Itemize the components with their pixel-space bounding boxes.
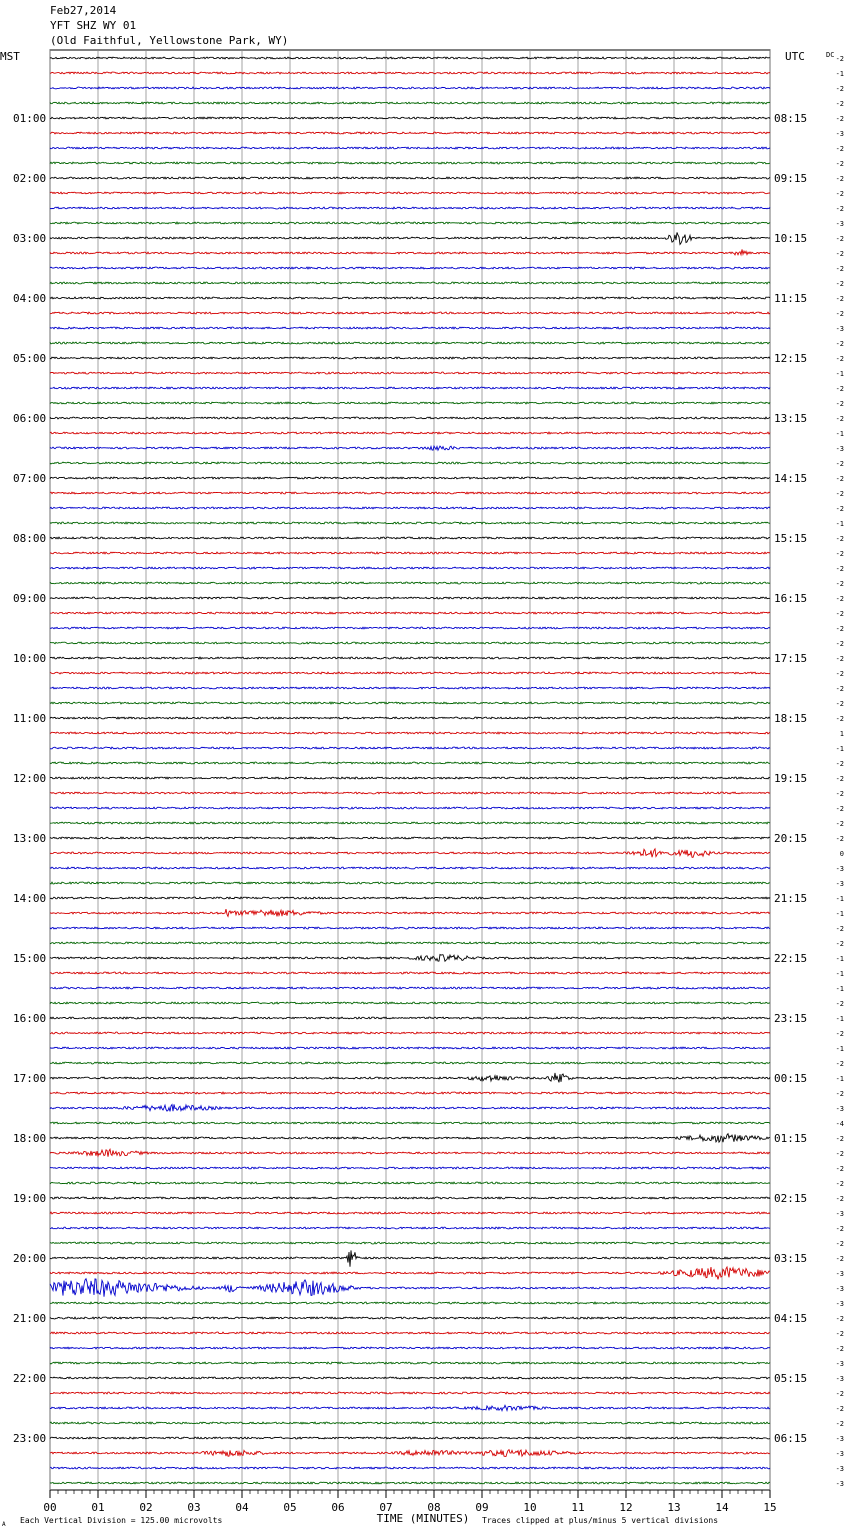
seismic-trace bbox=[50, 567, 770, 569]
utc-hour-label: 16:15 bbox=[774, 592, 808, 605]
dc-offset-label: -2 bbox=[835, 295, 844, 303]
utc-hour-label: 00:15 bbox=[774, 1072, 808, 1085]
dc-offset-label: -2 bbox=[835, 1030, 844, 1038]
mst-hour-label: 14:00 bbox=[13, 892, 47, 905]
plot-date: Feb27,2014 bbox=[50, 4, 117, 17]
seismic-trace bbox=[50, 732, 770, 734]
mst-hour-label: 17:00 bbox=[13, 1072, 47, 1085]
axis-labels bbox=[0, 50, 844, 1528]
seismic-trace bbox=[50, 552, 770, 554]
seismic-trace bbox=[50, 627, 770, 629]
seismic-trace bbox=[50, 372, 770, 374]
seismic-trace bbox=[50, 462, 770, 464]
dc-offset-label: -2 bbox=[835, 1315, 844, 1323]
seismic-trace bbox=[50, 867, 770, 869]
dc-offset-label: -2 bbox=[835, 775, 844, 783]
x-tick-label: 01 bbox=[91, 1501, 105, 1514]
dc-offset-label: -2 bbox=[835, 55, 844, 63]
seismic-trace bbox=[50, 1149, 770, 1156]
mst-hour-label: 19:00 bbox=[13, 1192, 47, 1205]
seismic-trace bbox=[50, 417, 770, 419]
dc-offset-label: -2 bbox=[835, 1150, 844, 1158]
dc-offset-label: -2 bbox=[835, 655, 844, 663]
utc-hour-label: 14:15 bbox=[774, 472, 808, 485]
dc-offset-label: -2 bbox=[835, 1390, 844, 1398]
seismic-trace bbox=[50, 1167, 770, 1169]
seismic-trace bbox=[50, 1197, 770, 1199]
seismic-trace bbox=[50, 987, 770, 989]
x-tick-label: 07 bbox=[379, 1501, 393, 1514]
dc-offset-label: -2 bbox=[835, 820, 844, 828]
dc-offset-label: -1 bbox=[835, 955, 844, 963]
seismic-trace bbox=[50, 132, 770, 134]
dc-offset-label: -2 bbox=[835, 175, 844, 183]
dc-offset-label: -2 bbox=[835, 115, 844, 123]
dc-offset-label: -2 bbox=[835, 565, 844, 573]
dc-offset-label: -1 bbox=[835, 910, 844, 918]
seismic-trace bbox=[50, 357, 770, 359]
dc-offset-label: -3 bbox=[835, 1270, 844, 1278]
dc-offset-label: -2 bbox=[835, 340, 844, 348]
seismic-trace bbox=[50, 162, 770, 164]
utc-hour-label: 13:15 bbox=[774, 412, 808, 425]
clip-note: Traces clipped at plus/minus 5 vertical divisions bbox=[482, 1516, 719, 1525]
seismic-trace bbox=[50, 432, 770, 434]
dc-offset-label: -1 bbox=[835, 70, 844, 78]
seismic-trace bbox=[50, 477, 770, 479]
utc-hour-label: 11:15 bbox=[774, 292, 808, 305]
seismic-trace bbox=[50, 837, 770, 839]
dc-offset-label: -3 bbox=[835, 1285, 844, 1293]
seismic-trace bbox=[50, 492, 770, 494]
dc-offset-label: -3 bbox=[835, 130, 844, 138]
dc-offset-label: -2 bbox=[835, 715, 844, 723]
dc-offset-label: -3 bbox=[835, 1210, 844, 1218]
x-tick-label: 15 bbox=[763, 1501, 777, 1514]
dc-offset-label: -2 bbox=[835, 145, 844, 153]
x-tick-label: 02 bbox=[139, 1501, 153, 1514]
mst-hour-label: 23:00 bbox=[13, 1432, 47, 1445]
seismic-trace bbox=[50, 909, 770, 916]
seismic-trace bbox=[50, 942, 770, 944]
x-tick-label: 06 bbox=[331, 1501, 345, 1514]
seismic-trace bbox=[50, 657, 770, 659]
seismic-trace bbox=[50, 342, 770, 344]
mst-hour-label: 22:00 bbox=[13, 1372, 47, 1385]
seismic-trace bbox=[50, 582, 770, 584]
seismic-trace bbox=[50, 1267, 770, 1279]
station-location: (Old Faithful, Yellowstone Park, WY) bbox=[50, 34, 289, 47]
x-tick-label: 14 bbox=[715, 1501, 729, 1514]
seismic-trace bbox=[50, 327, 770, 329]
mst-hour-label: 18:00 bbox=[13, 1132, 47, 1145]
seismic-trace bbox=[50, 972, 770, 974]
station-code: YFT SHZ WY 01 bbox=[50, 19, 137, 32]
x-tick-label: 12 bbox=[619, 1501, 633, 1514]
dc-offset-label: 0 bbox=[839, 850, 844, 858]
seismic-trace bbox=[50, 267, 770, 269]
dc-offset-label: -3 bbox=[835, 1465, 844, 1473]
mst-hour-label: 06:00 bbox=[13, 412, 47, 425]
mst-hour-label: 16:00 bbox=[13, 1012, 47, 1025]
dc-offset-label: -2 bbox=[835, 1165, 844, 1173]
dc-offset-label: -2 bbox=[835, 595, 844, 603]
seismic-trace bbox=[50, 747, 770, 749]
mst-hour-label: 07:00 bbox=[13, 472, 47, 485]
mst-hour-label: 08:00 bbox=[13, 532, 47, 545]
utc-hour-label: 22:15 bbox=[774, 952, 808, 965]
seismic-trace bbox=[50, 1302, 770, 1304]
dc-offset-label: -2 bbox=[835, 700, 844, 708]
mst-hour-label: 11:00 bbox=[13, 712, 47, 725]
dc-offset-label: -2 bbox=[835, 505, 844, 513]
dc-offset-label: -2 bbox=[835, 1180, 844, 1188]
seismic-trace bbox=[50, 897, 770, 899]
dc-offset-label: -2 bbox=[835, 625, 844, 633]
dc-offset-label: -2 bbox=[835, 1135, 844, 1143]
dc-offset-label: -2 bbox=[835, 415, 844, 423]
dc-offset-label: -3 bbox=[835, 1105, 844, 1113]
dc-offset-label: -2 bbox=[835, 1405, 844, 1413]
seismic-trace bbox=[50, 1227, 770, 1229]
seismic-trace bbox=[50, 312, 770, 314]
mst-hour-label: 02:00 bbox=[13, 172, 47, 185]
seismic-trace bbox=[50, 1422, 770, 1424]
utc-hour-label: 10:15 bbox=[774, 232, 808, 245]
mst-hour-label: 09:00 bbox=[13, 592, 47, 605]
utc-hour-label: 04:15 bbox=[774, 1312, 808, 1325]
x-tick-label: 11 bbox=[571, 1501, 585, 1514]
seismic-trace bbox=[50, 72, 770, 74]
utc-hour-label: 05:15 bbox=[774, 1372, 808, 1385]
dc-offset-label: -2 bbox=[835, 685, 844, 693]
seismic-trace bbox=[50, 777, 770, 779]
dc-offset-label: -2 bbox=[835, 1090, 844, 1098]
seismic-trace bbox=[50, 1073, 770, 1083]
dc-offset-label: -3 bbox=[835, 445, 844, 453]
seismic-trace bbox=[50, 1092, 770, 1094]
dc-offset-label: -3 bbox=[835, 1375, 844, 1383]
dc-offset-label: -2 bbox=[835, 475, 844, 483]
dc-offset-label: -3 bbox=[835, 1435, 844, 1443]
dc-offset-label: -2 bbox=[835, 400, 844, 408]
seismic-trace bbox=[50, 1437, 770, 1439]
dc-offset-label: -3 bbox=[835, 1480, 844, 1488]
dc-offset-label: -1 bbox=[835, 985, 844, 993]
dc-offset-label: -2 bbox=[835, 940, 844, 948]
utc-axis-title: UTC bbox=[785, 50, 805, 63]
seismic-trace bbox=[50, 249, 770, 255]
seismic-trace bbox=[50, 807, 770, 809]
dc-offset-label: -2 bbox=[835, 265, 844, 273]
dc-offset-label: -2 bbox=[835, 835, 844, 843]
dc-offset-label: -2 bbox=[835, 1225, 844, 1233]
dc-offset-label: -2 bbox=[835, 385, 844, 393]
dc-offset-label: -2 bbox=[835, 1240, 844, 1248]
dc-offset-label: -2 bbox=[835, 310, 844, 318]
dc-offset-label: -2 bbox=[835, 925, 844, 933]
dc-offset-label: -2 bbox=[835, 1345, 844, 1353]
minute-grid bbox=[50, 50, 770, 1498]
seismic-trace bbox=[50, 1104, 770, 1111]
x-tick-label: 09 bbox=[475, 1501, 489, 1514]
dc-offset-label: -2 bbox=[835, 355, 844, 363]
mst-hour-label: 12:00 bbox=[13, 772, 47, 785]
seismic-trace bbox=[50, 537, 770, 539]
dc-offset-label: -2 bbox=[835, 580, 844, 588]
seismic-trace bbox=[50, 297, 770, 299]
seismic-trace bbox=[50, 402, 770, 404]
dc-offset-label: -3 bbox=[835, 1360, 844, 1368]
utc-hour-label: 21:15 bbox=[774, 892, 808, 905]
seismic-trace bbox=[50, 1279, 770, 1297]
dc-offset-label: -2 bbox=[835, 250, 844, 258]
scale-note: Each Vertical Division = 125.00 microvolts bbox=[20, 1516, 223, 1525]
mst-hour-label: 10:00 bbox=[13, 652, 47, 665]
dc-offset-label: -2 bbox=[835, 460, 844, 468]
utc-hour-label: 09:15 bbox=[774, 172, 808, 185]
seismic-trace bbox=[50, 1032, 770, 1034]
dc-offset-label: -2 bbox=[835, 1060, 844, 1068]
dc-offset-label: -2 bbox=[835, 760, 844, 768]
seismic-trace bbox=[50, 1047, 770, 1049]
utc-hour-label: 20:15 bbox=[774, 832, 808, 845]
dc-offset-label: -2 bbox=[835, 1420, 844, 1428]
x-tick-label: 10 bbox=[523, 1501, 537, 1514]
seismic-trace bbox=[50, 1182, 770, 1184]
seismic-trace bbox=[50, 612, 770, 614]
seismic-trace bbox=[50, 1002, 770, 1004]
mst-hour-label: 20:00 bbox=[13, 1252, 47, 1265]
seismic-trace bbox=[50, 792, 770, 794]
x-tick-label: 05 bbox=[283, 1501, 297, 1514]
dc-offset-label: -3 bbox=[835, 220, 844, 228]
dc-offset-label: -2 bbox=[835, 85, 844, 93]
dc-offset-label: -2 bbox=[835, 190, 844, 198]
dc-offset-label: -2 bbox=[835, 1195, 844, 1203]
seismic-trace bbox=[50, 1122, 770, 1124]
mst-hour-label: 05:00 bbox=[13, 352, 47, 365]
dc-offset-label: -4 bbox=[835, 1120, 844, 1128]
seismic-trace bbox=[50, 1377, 770, 1379]
utc-hour-label: 06:15 bbox=[774, 1432, 808, 1445]
dc-offset-label: -2 bbox=[835, 280, 844, 288]
x-tick-label: 00 bbox=[43, 1501, 57, 1514]
dc-offset-label: -2 bbox=[835, 1255, 844, 1263]
x-tick-label: 04 bbox=[235, 1501, 249, 1514]
dc-offset-label: -1 bbox=[835, 1075, 844, 1083]
mst-hour-label: 04:00 bbox=[13, 292, 47, 305]
seismic-trace bbox=[50, 1017, 770, 1019]
dc-offset-label: -2 bbox=[835, 490, 844, 498]
dc-offset-label: -2 bbox=[835, 610, 844, 618]
seismic-trace bbox=[50, 1405, 770, 1410]
mst-hour-label: 15:00 bbox=[13, 952, 47, 965]
dc-offset-label: -2 bbox=[835, 205, 844, 213]
seismic-trace bbox=[50, 177, 770, 179]
x-tick-label: 08 bbox=[427, 1501, 441, 1514]
seismic-trace bbox=[50, 1250, 770, 1266]
dc-offset-label: -3 bbox=[835, 325, 844, 333]
seismic-trace bbox=[50, 387, 770, 389]
dc-offset-label: -3 bbox=[835, 880, 844, 888]
seismic-trace bbox=[50, 702, 770, 704]
utc-hour-label: 01:15 bbox=[774, 1132, 808, 1145]
seismic-trace bbox=[50, 717, 770, 719]
dc-offset-label: 1 bbox=[839, 730, 844, 738]
dc-offset-label: -3 bbox=[835, 865, 844, 873]
seismic-trace bbox=[50, 1062, 770, 1064]
utc-hour-label: 23:15 bbox=[774, 1012, 808, 1025]
x-axis-title: TIME (MINUTES) bbox=[376, 1512, 470, 1525]
utc-hour-label: 19:15 bbox=[774, 772, 808, 785]
seismic-trace bbox=[50, 522, 770, 524]
seismic-traces bbox=[50, 57, 770, 1484]
dc-offset-label: -2 bbox=[835, 535, 844, 543]
dc-offset-label: -3 bbox=[835, 1450, 844, 1458]
mst-hour-label: 03:00 bbox=[13, 232, 47, 245]
seismic-trace bbox=[50, 207, 770, 209]
seismic-trace bbox=[50, 147, 770, 149]
seismic-trace bbox=[50, 882, 770, 884]
mst-hour-label: 21:00 bbox=[13, 1312, 47, 1325]
seismic-trace bbox=[50, 1134, 770, 1143]
dc-offset-label: -2 bbox=[835, 100, 844, 108]
seismic-trace bbox=[50, 762, 770, 764]
utc-hour-label: 15:15 bbox=[774, 532, 808, 545]
seismic-trace bbox=[50, 849, 770, 858]
dc-offset-label: -2 bbox=[835, 790, 844, 798]
seismic-trace bbox=[50, 1212, 770, 1214]
seismic-trace bbox=[50, 232, 770, 244]
seismic-trace bbox=[50, 282, 770, 284]
mst-hour-label: 01:00 bbox=[13, 112, 47, 125]
seismic-trace bbox=[50, 222, 770, 224]
mst-hour-label: 13:00 bbox=[13, 832, 47, 845]
dc-offset-label: -1 bbox=[835, 430, 844, 438]
dc-offset-label: -1 bbox=[835, 895, 844, 903]
utc-hour-label: 03:15 bbox=[774, 1252, 808, 1265]
seismic-trace bbox=[50, 597, 770, 599]
seismic-trace bbox=[50, 687, 770, 689]
seismic-trace bbox=[50, 1467, 770, 1469]
seismic-trace bbox=[50, 1482, 770, 1484]
seismic-trace bbox=[50, 1362, 770, 1364]
utc-hour-label: 02:15 bbox=[774, 1192, 808, 1205]
seismic-trace bbox=[50, 87, 770, 89]
utc-hour-label: 18:15 bbox=[774, 712, 808, 725]
x-tick-label: 13 bbox=[667, 1501, 681, 1514]
dc-offset-label: -2 bbox=[835, 160, 844, 168]
seismic-trace bbox=[50, 1332, 770, 1334]
seismic-trace bbox=[50, 57, 770, 59]
dc-offset-label: -1 bbox=[835, 970, 844, 978]
seismic-trace bbox=[50, 642, 770, 644]
seismic-trace bbox=[50, 927, 770, 929]
seismic-trace bbox=[50, 192, 770, 194]
dc-axis-title: DC bbox=[826, 51, 835, 59]
utc-hour-label: 08:15 bbox=[774, 112, 808, 125]
x-tick-label: 03 bbox=[187, 1501, 201, 1514]
dc-offset-label: -1 bbox=[835, 745, 844, 753]
mst-axis-title: MST bbox=[0, 50, 20, 63]
utc-hour-label: 17:15 bbox=[774, 652, 808, 665]
dc-offset-label: -2 bbox=[835, 1000, 844, 1008]
corner-mark: A bbox=[2, 1521, 6, 1528]
seismic-trace bbox=[50, 102, 770, 104]
seismic-trace bbox=[50, 507, 770, 509]
seismic-trace bbox=[50, 1392, 770, 1394]
dc-offset-label: -2 bbox=[835, 805, 844, 813]
seismic-trace bbox=[50, 672, 770, 674]
seismic-trace bbox=[50, 117, 770, 119]
seismic-trace bbox=[50, 822, 770, 824]
seismic-trace bbox=[50, 1347, 770, 1349]
dc-offset-label: -3 bbox=[835, 1300, 844, 1308]
dc-offset-label: -2 bbox=[835, 640, 844, 648]
dc-offset-label: -1 bbox=[835, 370, 844, 378]
seismic-trace bbox=[50, 1242, 770, 1244]
dc-offset-label: -2 bbox=[835, 550, 844, 558]
utc-hour-label: 12:15 bbox=[774, 352, 808, 365]
seismic-trace bbox=[50, 446, 770, 450]
dc-offset-label: -1 bbox=[835, 1015, 844, 1023]
dc-offset-label: -1 bbox=[835, 1045, 844, 1053]
dc-offset-label: -1 bbox=[835, 520, 844, 528]
dc-offset-label: -2 bbox=[835, 235, 844, 243]
dc-offset-label: -2 bbox=[835, 670, 844, 678]
seismic-trace bbox=[50, 1317, 770, 1319]
dc-offset-label: -2 bbox=[835, 1330, 844, 1338]
seismic-trace bbox=[50, 1450, 770, 1457]
seismic-trace bbox=[50, 955, 770, 962]
